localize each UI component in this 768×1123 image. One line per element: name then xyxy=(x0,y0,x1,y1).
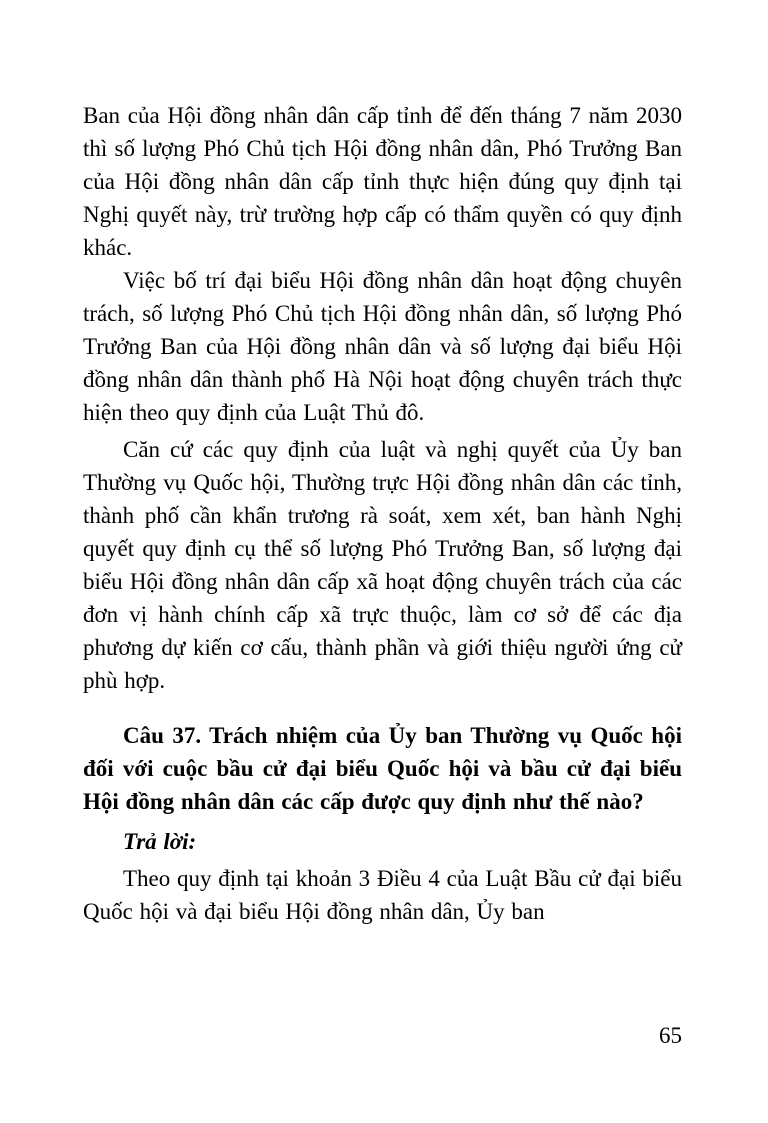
paragraph-can-cu-quy-dinh: Căn cứ các quy định của luật và nghị quyết của Ủy ban Thường vụ Quốc hội, Thường trực Hội đồng nhân dân các tỉnh, thành phố cần khẩn trương rà soát, xem xét, ban hành Nghị quyết quy định cụ thể số lượng Phó Trưởng Ban, số lượng đại biểu Hội đồng nhân dân cấp xã hoạt động chuyên trách của các đơn vị hành chính cấp xã trực thuộc, làm cơ sở để các địa phương dự kiến cơ cấu, thành phần và giới thiệu người ứng cử phù hợp. xyxy=(83,437,682,693)
paragraph-dai-bieu-chuyen-trach: Việc bố trí đại biểu Hội đồng nhân dân hoạt động chuyên trách, số lượng Phó Chủ tịch Hội đồng nhân dân, số lượng Phó Trưởng Ban của Hội đồng nhân dân và số lượng đại biểu Hội đồng nhân dân thành phố Hà Nội hoạt động chuyên trách thực hiện theo quy định của Luật Thủ đô. xyxy=(83,268,682,425)
answer-label: Trả lời: xyxy=(123,829,197,854)
paragraph-continuation: Ban của Hội đồng nhân dân cấp tỉnh để đến tháng 7 năm 2030 thì số lượng Phó Chủ tịch Hội đồng nhân dân, Phó Trưởng Ban của Hội đồng nhân dân cấp tỉnh thực hiện đúng quy định tại Nghị quyết này, trừ trường hợp cấp có thẩm quyền có quy định khác. xyxy=(83,103,682,260)
page-number: 65 xyxy=(659,1023,682,1048)
question-heading-cau-37: Câu 37. Trách nhiệm của Ủy ban Thường vụ Quốc hội đối với cuộc bầu cử đại biểu Quốc hội và bầu cử đại biểu Hội đồng nhân dân các cấp được quy định như thế nào? xyxy=(83,723,682,814)
paragraph-answer-start: Theo quy định tại khoản 3 Điều 4 của Luật Bầu cử đại biểu Quốc hội và đại biểu Hội đồng nhân dân, Ủy ban xyxy=(83,866,682,924)
page-text-block xyxy=(83,99,682,928)
